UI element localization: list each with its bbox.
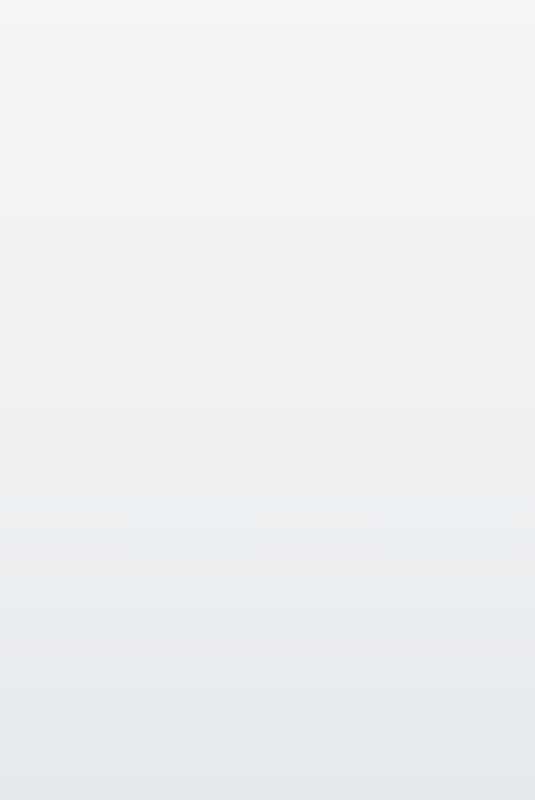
invoice-sheet [0, 0, 535, 65]
